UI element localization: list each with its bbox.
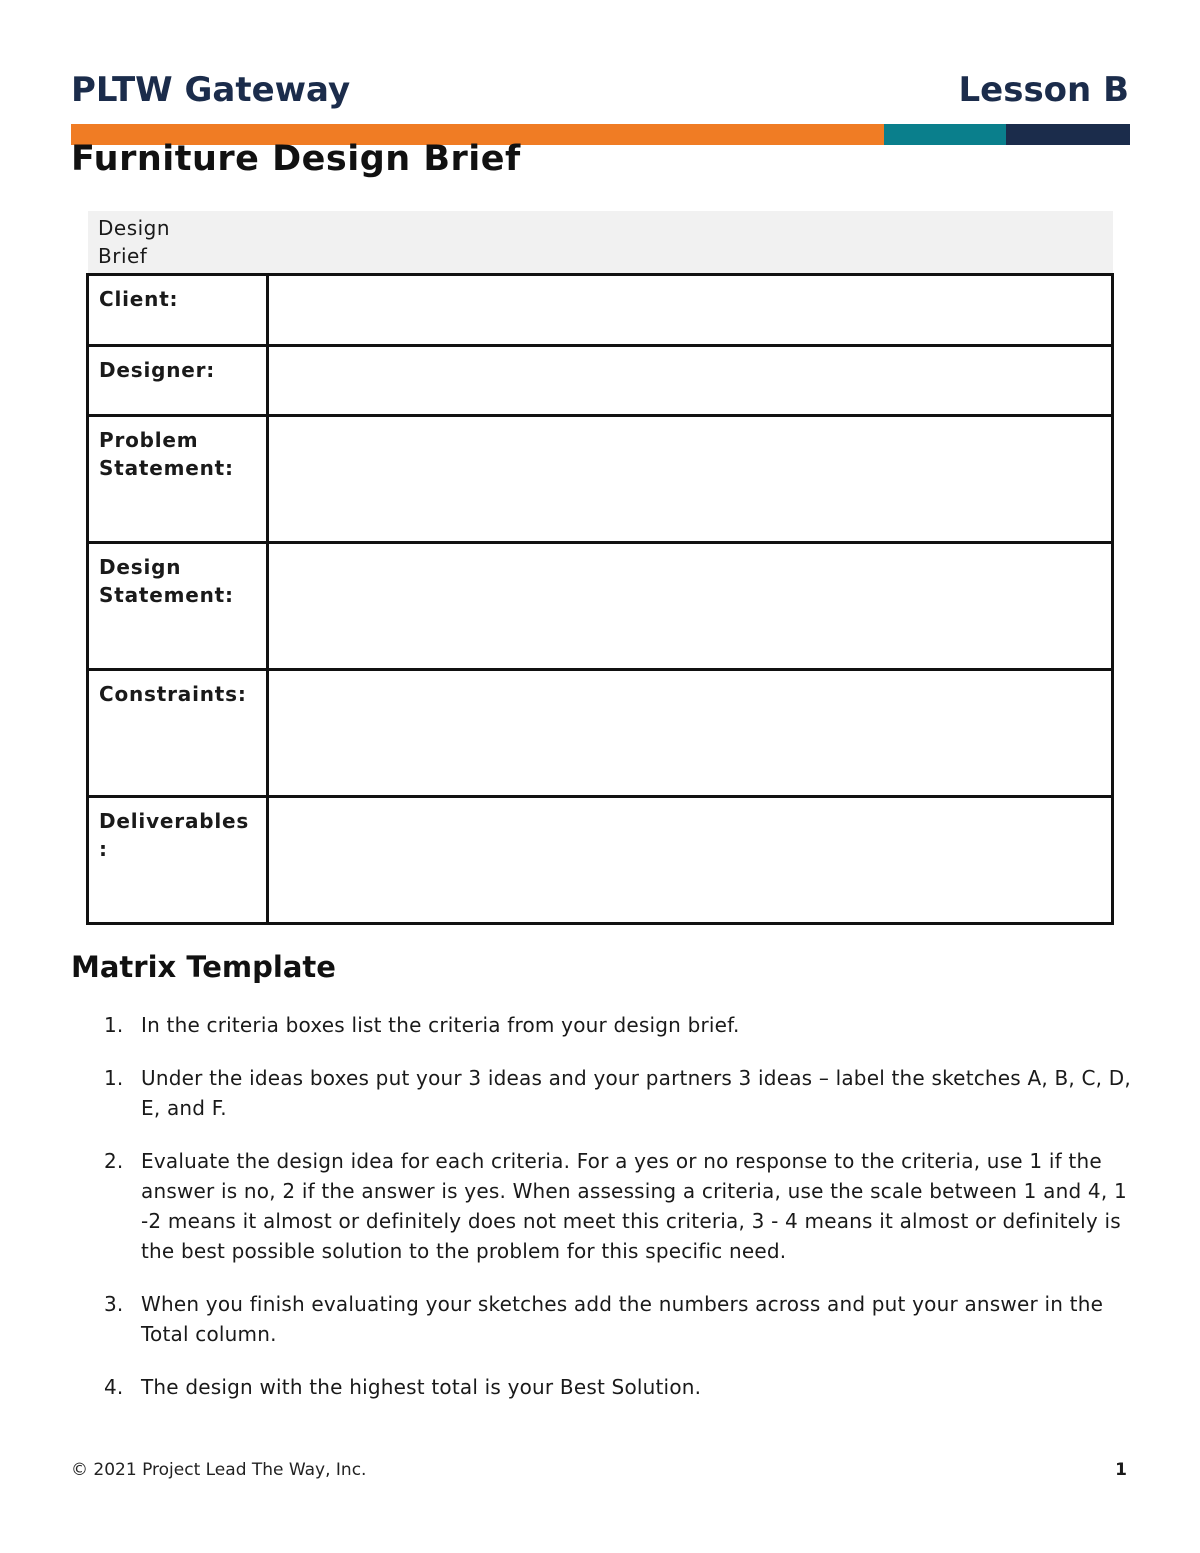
lesson-label: Lesson B [958,70,1129,110]
list-item-number: 1. [104,1066,124,1090]
header-band-teal [884,124,1006,145]
page-number: 1 [1115,1460,1127,1480]
list-item-number: 2. [104,1149,124,1173]
brief-field-design-statement[interactable] [268,543,1113,670]
brief-field-deliverables[interactable] [268,797,1113,924]
brief-label: Designer: [88,346,268,416]
brief-field-problem-statement[interactable] [268,416,1113,543]
program-title: PLTW Gateway [71,70,351,110]
brief-label: Deliverables: [88,797,268,924]
brief-row-problem-statement [88,416,1113,543]
list-item-text: Under the ideas boxes put your 3 ideas and your partners 3 ideas – label the sketches A, B, C, D, E, and F. [141,1066,1131,1120]
list-item-text: When you finish evaluating your sketches add the numbers across and put your answer in the Total column. [141,1292,1104,1346]
list-item-text: In the criteria boxes list the criteria from your design brief. [141,1013,740,1037]
list-item-text: Evaluate the design idea for each criteria. For a yes or no response to the criteria, use 1 if the answer is no, 2 if the answer is yes. When assessing a criteria, use the scale between 1 and 4, 1 -2 means it almost or definitely does not meet this criteria, 3 - 4 means it almost or definitely is the best possible solution to the problem for this specific need. [141,1149,1127,1263]
header-band-navy [1006,124,1130,145]
brief-field-designer[interactable] [268,346,1113,416]
design-brief-table [86,273,1114,925]
brief-label: Design Statement: [88,543,268,670]
list-item-text: The design with the highest total is your Best Solution. [141,1375,702,1399]
list-item-number: 4. [104,1375,124,1399]
list-item [104,1010,1134,1040]
brief-field-client[interactable] [268,275,1113,346]
design-brief-heading [88,211,1113,273]
list-item [104,1372,1134,1402]
brief-row-constraints [88,670,1113,797]
section-title-matrix: Matrix Template [71,950,336,984]
brief-row-designer [88,346,1113,416]
design-brief-heading-text: Design Brief [98,216,171,268]
brief-label: Constraints: [88,670,268,797]
list-item-number: 3. [104,1292,124,1316]
instruction-list [104,1010,1134,1425]
list-item [104,1063,1134,1123]
brief-row-deliverables [88,797,1113,924]
list-item [104,1289,1134,1349]
list-item [104,1146,1134,1266]
brief-field-constraints[interactable] [268,670,1113,797]
brief-row-client [88,275,1113,346]
list-item-number: 1. [104,1013,124,1037]
page-title: Furniture Design Brief [71,139,521,179]
footer-copyright: © 2021 Project Lead The Way, Inc. [71,1460,367,1480]
brief-label: Client: [88,275,268,346]
brief-row-design-statement [88,543,1113,670]
brief-label: Problem Statement: [88,416,268,543]
